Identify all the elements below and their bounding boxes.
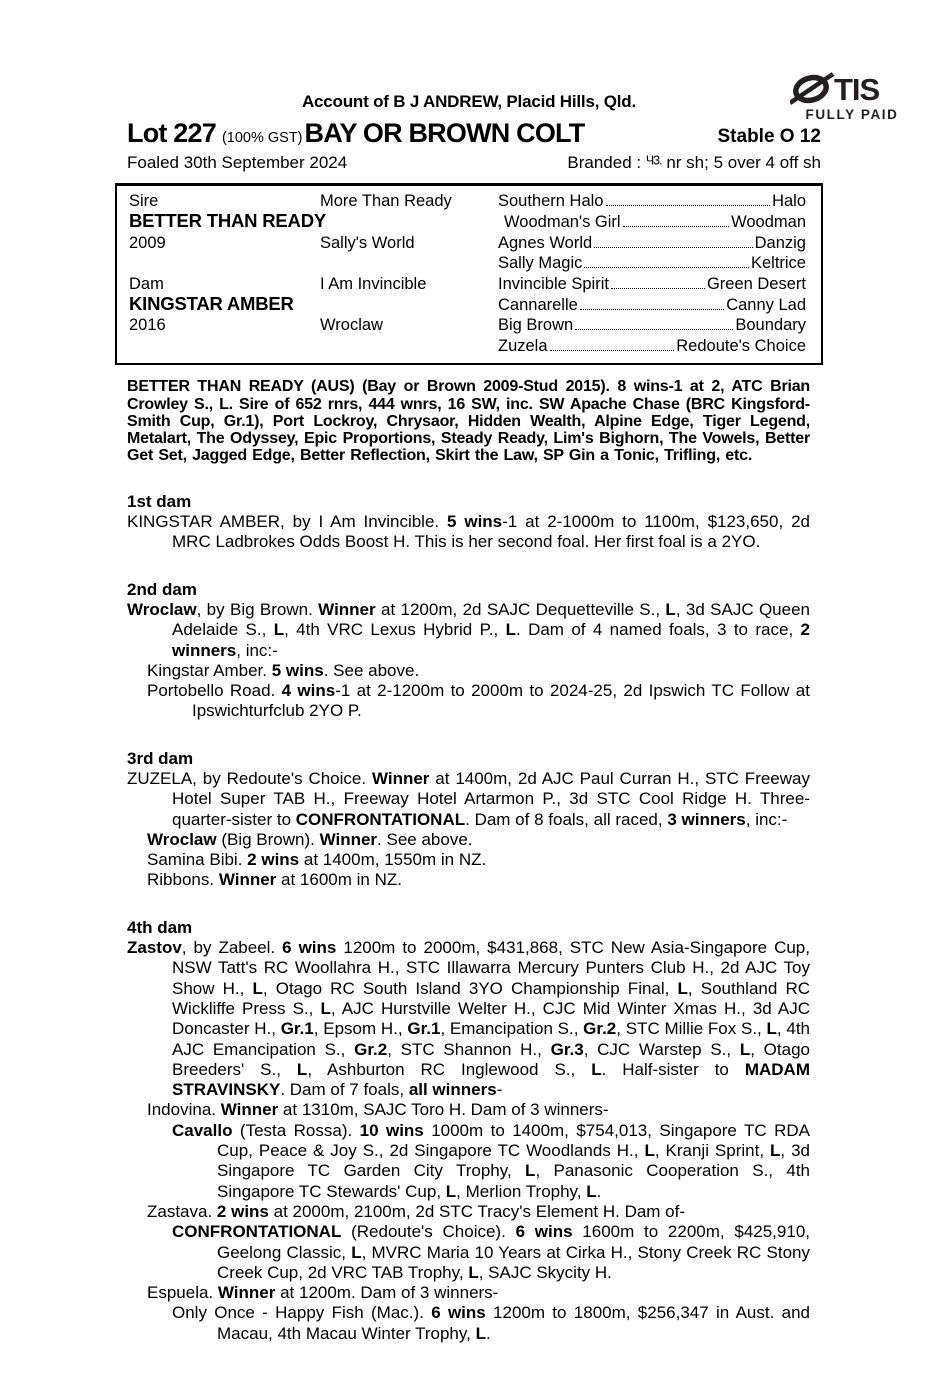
- entry-text: at 1200m, 2d SAJC Dequetteville S.,: [375, 599, 666, 619]
- entry-text: , CJC Warstep S.,: [583, 1039, 740, 1059]
- entry-text: Indovina.: [147, 1100, 221, 1120]
- pedigree-entry: [127, 870, 810, 890]
- entry-bold-text: 2 winners: [172, 620, 811, 660]
- entry-bold-text: L: [770, 1141, 781, 1161]
- foal-brand-row: [115, 153, 823, 173]
- entry-bold-text: L: [644, 1141, 655, 1161]
- pedigree-ancestor-pair: [498, 274, 821, 294]
- entry-bold-text: Gr.2: [583, 1019, 617, 1039]
- entry-text: (Redoute's Choice).: [341, 1222, 516, 1242]
- entry-text: at 1200m. Dam of 3 winners-: [275, 1283, 499, 1303]
- tis-logo: [786, 70, 918, 122]
- entry-bold-text: Gr.1: [280, 1019, 314, 1039]
- entry-text: . See above.: [377, 829, 473, 849]
- section-heading: 2nd dam: [127, 579, 197, 599]
- dotted-leader: [580, 309, 724, 310]
- entry-bold-text: L: [586, 1181, 597, 1201]
- ancestor-sire-name: Green Desert: [706, 274, 806, 293]
- entry-bold-text: 6 wins: [515, 1222, 573, 1242]
- ancestor-name: Zuzela: [498, 336, 548, 355]
- branded-detail: nr sh; 5 over 4 off sh: [661, 153, 821, 172]
- entry-text: 1200m to 1800m, $256,347 in Aust. and Macau, 4th Macau Winter Trophy,: [217, 1303, 810, 1343]
- ancestor-name: Woodman's Girl: [504, 213, 621, 232]
- entry-text: , MVRC Maria 10 Years at Cirka H., Stony Creek RC Stony Creek Cup, 2d VRC TAB Trophy,: [217, 1242, 810, 1282]
- pedigree-entry: [127, 661, 810, 681]
- entry-bold-text: L: [351, 1242, 362, 1262]
- entry-bold-text: Wroclaw: [147, 829, 217, 849]
- entry-bold-text: L: [296, 1059, 308, 1079]
- dotted-leader: [584, 267, 749, 268]
- entry-bold-text: L: [475, 1323, 486, 1343]
- ancestor-name: Invincible Spirit: [498, 274, 609, 293]
- ancestor-sire-name: Canny Lad: [726, 296, 806, 315]
- entry-bold-text: L: [505, 620, 516, 640]
- entry-text: . See above.: [323, 660, 420, 680]
- pedigree-row: [117, 211, 821, 232]
- pedigree-parent: More Than Ready: [320, 192, 452, 210]
- ancestor-sire-name: Keltrice: [750, 254, 806, 273]
- entry-text: Portobello Road.: [147, 681, 282, 701]
- ancestor-name: Agnes World: [498, 233, 593, 252]
- entry-bold-text: CONFRONTATIONAL: [295, 809, 466, 829]
- dam-section: [127, 570, 810, 722]
- pedigree-parent: Wroclaw: [320, 316, 383, 335]
- dotted-leader: [550, 350, 675, 351]
- pedigree-entry: [127, 769, 810, 830]
- entry-text: Ribbons.: [147, 870, 219, 890]
- pedigree-year: 2009: [129, 233, 166, 252]
- pedigree-ancestor-pair: [498, 191, 821, 211]
- entry-text: , 4th VRC Lexus Hybrid P.,: [284, 620, 506, 640]
- pedigree-ancestor-pair: [504, 212, 821, 232]
- pedigree-row: [117, 274, 821, 294]
- entry-bold-text: MADAM STRAVINSKY: [172, 1059, 810, 1100]
- entry-text: at 1600m in NZ.: [276, 870, 402, 890]
- entry-bold-text: 4 wins: [281, 681, 336, 701]
- entry-text: KINGSTAR AMBER, by I Am Invincible.: [127, 512, 448, 532]
- entry-bold-text: Zastov: [127, 938, 182, 958]
- branded-label: Branded :: [567, 153, 646, 172]
- entry-bold-text: Winner: [319, 829, 378, 849]
- dotted-leader: [611, 288, 705, 289]
- entry-text: , Kranji Sprint,: [654, 1141, 771, 1161]
- pedigree-ancestor-pair: [498, 336, 821, 356]
- section-heading: 4th dam: [127, 917, 193, 937]
- entry-bold-text: Wroclaw: [127, 599, 197, 619]
- ancestor-sire-name: Redoute's Choice: [676, 336, 806, 355]
- entry-text: , by Big Brown.: [196, 599, 319, 619]
- page-title: BAY OR BROWN COLT: [304, 118, 585, 148]
- pedigree-entry: [127, 1121, 810, 1202]
- entry-bold-text: all winners: [408, 1080, 497, 1100]
- pedigree-entry: [127, 1303, 810, 1344]
- entry-text: , 3d SAJC Queen Adelaide S.,: [172, 599, 810, 640]
- entry-text: , Otago Breeders' S.,: [172, 1039, 810, 1079]
- entry-text: at 1310m, SAJC Toro H. Dam of 3 winners-: [278, 1100, 609, 1120]
- pedigree-row: [117, 253, 821, 273]
- entry-bold-text: L: [665, 599, 676, 619]
- dam-sections: [127, 482, 810, 1344]
- entry-text: Only Once - Happy Fish (Mac.).: [172, 1303, 432, 1323]
- entry-text: at 1400m, 2d AJC Paul Curran H., STC Freeway Hotel Super TAB H., Freeway Hotel Artarmon P., 3d STC Cool Ridge H. Three-quarter-sister to: [172, 769, 810, 829]
- pedigree-entry: [127, 512, 810, 553]
- pedigree-table: [115, 183, 823, 365]
- pedigree-horse-name: KINGSTAR AMBER: [129, 293, 294, 315]
- dotted-leader: [623, 226, 730, 227]
- dam-section: [127, 908, 810, 1344]
- pedigree-entry: [127, 1100, 810, 1120]
- entry-bold-text: Winner: [371, 769, 430, 788]
- account-line: Account of B J ANDREW, Placid Hills, Qld.: [301, 92, 637, 111]
- entry-bold-text: 5 wins: [447, 512, 503, 532]
- entry-bold-text: 5 wins: [271, 660, 324, 680]
- entry-bold-text: Gr.3: [550, 1039, 584, 1059]
- tis-logo-icon: [790, 70, 914, 106]
- entry-bold-text: L: [273, 620, 285, 640]
- pedigree-ancestor-pair: [498, 253, 821, 273]
- entry-bold-text: L: [320, 998, 331, 1018]
- entry-bold-text: 6 wins: [431, 1303, 486, 1323]
- entry-bold-text: Gr.1: [407, 1019, 441, 1039]
- section-heading: 3rd dam: [127, 748, 194, 768]
- entry-text: at 1400m, 1550m in NZ.: [299, 850, 487, 870]
- pedigree-ancestor-pair: [498, 233, 821, 253]
- gst-note: (100% GST): [221, 130, 303, 146]
- dam-section: [127, 482, 810, 553]
- entry-text: , STC Shannon H.,: [387, 1039, 551, 1059]
- entry-text: 1200m to 2000m, $431,868, STC New Asia-Singapore Cup, NSW Tatt's RC Woollahra H., STC Illawarra Mercury Punters Club H., 2d AJC Toy Show H.,: [172, 938, 810, 998]
- sire-summary: BETTER THAN READY (AUS) (Bay or Brown 2009-Stud 2015). 8 wins-1 at 2, ATC Brian Crowley S., L. Sire of 652 rnrs, 444 wnrs, 16 SW, inc. SW Apache Chase (BRC Kingsford-Smith Cup, Gr.1), Port Lockroy, Chrysaor, Hidden Wealth, Alpine Edge, Tiger Legend, Metalart, The Odyssey, Epic Proportions, Steady Ready, Lim's Bighorn, The Vowels, Better Get Set, Jagged Edge, Better Reflection, Skirt the Law, SP Gin a Tonic, Trifling, etc.: [127, 378, 810, 465]
- entry-bold-text: L: [445, 1181, 457, 1201]
- lot-number: Lot 227: [127, 118, 216, 148]
- entry-text: -: [496, 1080, 503, 1100]
- entry-bold-text: L: [766, 1019, 777, 1039]
- entry-text: , Ashburton RC Inglewood S.,: [307, 1059, 592, 1079]
- entry-text: -1 at 2-1200m to 2000m to 2024-25, 2d Ipswich TC Follow at Ipswichturfclub 2YO P.: [192, 681, 810, 721]
- entry-text: , Emancipation S.,: [440, 1019, 584, 1039]
- entry-text: , 3d Singapore TC Garden City Trophy,: [217, 1141, 811, 1181]
- entry-text: ZUZELA, by Redoute's Choice.: [127, 769, 372, 788]
- pedigree-entry: [127, 1283, 810, 1303]
- entry-bold-text: L: [591, 1059, 602, 1079]
- ancestor-sire-name: Woodman: [731, 213, 806, 232]
- entry-text: , Epsom H.,: [313, 1019, 408, 1039]
- ancestor-sire-name: Danzig: [754, 233, 806, 252]
- entry-text: . Half-sister to: [601, 1059, 745, 1079]
- entry-text: (Big Brown).: [216, 829, 320, 849]
- entry-bold-text: L: [739, 1039, 751, 1059]
- ancestor-name: Cannarelle: [498, 296, 578, 315]
- brand-symbol: Ч3.: [645, 153, 662, 168]
- ancestor-sire-name: Halo: [772, 192, 806, 210]
- pedigree-role-label: Dam: [129, 274, 164, 293]
- dotted-leader: [575, 329, 733, 330]
- section-heading: 1st dam: [127, 491, 192, 511]
- pedigree-horse-name: BETTER THAN READY: [129, 210, 327, 232]
- branded-info: [567, 153, 821, 173]
- entry-bold-text: Cavallo: [172, 1120, 233, 1140]
- entry-bold-text: L: [252, 978, 263, 998]
- entry-bold-text: 2 wins: [216, 1201, 269, 1221]
- pedigree-row: [117, 336, 821, 356]
- ancestor-name: Sally Magic: [498, 254, 583, 273]
- pedigree-parent: Sally's World: [320, 233, 415, 252]
- entry-text: , inc:-: [745, 809, 788, 829]
- entry-text: , Otago RC South Island 3YO Championship Final,: [262, 978, 678, 998]
- entry-text: , SAJC Skycity H.: [478, 1262, 612, 1282]
- entry-text: , 4th AJC Emancipation S.,: [172, 1019, 810, 1059]
- entry-text: 1000m to 1400m, $754,013, Singapore TC RDA Cup, Peace & Joy S., 2d Singapore TC Woodlands H.,: [217, 1120, 810, 1161]
- pedigree-entry: [127, 1222, 810, 1283]
- entry-bold-text: Winner: [318, 599, 376, 619]
- dotted-leader: [594, 247, 752, 248]
- entry-text: , Panasonic Cooperation S., 4th Singapore TC Stewards' Cup,: [217, 1161, 811, 1201]
- entry-bold-text: L: [468, 1262, 479, 1282]
- entry-text: . Dam of 7 foals,: [280, 1080, 409, 1100]
- entry-bold-text: 2 wins: [247, 850, 300, 870]
- entry-bold-text: 10 wins: [359, 1120, 424, 1140]
- entry-bold-text: Winner: [218, 870, 277, 890]
- entry-text: , inc:-: [236, 640, 278, 660]
- pedigree-ancestor-pair: [498, 295, 821, 315]
- dotted-leader: [606, 205, 771, 206]
- entry-text: , Merlion Trophy,: [456, 1181, 587, 1201]
- entry-text: , STC Millie Fox S.,: [616, 1019, 767, 1039]
- entry-bold-text: 6 wins: [282, 938, 337, 958]
- dam-section: [127, 739, 810, 891]
- pedigree-row: [117, 294, 821, 315]
- entry-text: . Dam of 8 foals, all raced,: [465, 809, 668, 829]
- entry-text: . Dam of 4 named foals, 3 to race,: [515, 620, 801, 640]
- pedigree-row: [117, 233, 821, 253]
- entry-bold-text: Winner: [217, 1283, 276, 1303]
- pedigree-entry: [127, 1202, 810, 1222]
- pedigree-parent: I Am Invincible: [320, 274, 427, 293]
- entry-text: .: [596, 1181, 602, 1201]
- entry-text: , Southland RC Wickliffe Press S.,: [172, 978, 810, 1018]
- pedigree-ancestor-pair: [498, 315, 821, 335]
- entry-text: Espuela.: [147, 1283, 218, 1303]
- pedigree-entry: [127, 830, 810, 850]
- entry-text: , by Zabeel.: [181, 938, 283, 958]
- entry-bold-text: 3 winners: [667, 809, 746, 829]
- pedigree-entry: [127, 850, 810, 870]
- entry-bold-text: Gr.2: [354, 1039, 388, 1059]
- svg-text:TIS: TIS: [834, 72, 880, 106]
- pedigree-row: [117, 191, 821, 211]
- entry-text: , AJC Hurstville Welter H., CJC Mid Winter Xmas H., 3d AJC Doncaster H.,: [172, 998, 810, 1039]
- pedigree-entry: [127, 681, 810, 722]
- pedigree-year: 2016: [129, 316, 166, 335]
- entry-text: Samina Bibi.: [147, 850, 248, 870]
- fully-paid-label: FULLY PAID: [805, 107, 899, 122]
- pedigree-entry: [127, 938, 810, 1100]
- pedigree-role-label: Sire: [129, 192, 159, 210]
- entry-text: -1 at 2-1000m to 1100m, $123,650, 2d MRC Ladbrokes Odds Boost H. This is her second foal. Her first foal is a 2YO.: [172, 512, 810, 552]
- entry-text: (Testa Rossa).: [232, 1120, 360, 1140]
- entry-text: .: [485, 1323, 491, 1343]
- pedigree-row: [117, 315, 821, 335]
- entry-bold-text: L: [677, 978, 688, 998]
- ancestor-name: Big Brown: [498, 316, 574, 335]
- lot-title-row: [115, 118, 823, 149]
- entry-text: Kingstar Amber.: [147, 660, 272, 680]
- stable-number: Stable O 12: [717, 126, 821, 147]
- foaled-date: Foaled 30th September 2024: [127, 153, 348, 172]
- ancestor-sire-name: Boundary: [735, 316, 806, 335]
- entry-bold-text: L: [525, 1161, 536, 1181]
- pedigree-entry: [127, 600, 810, 661]
- entry-bold-text: Winner: [220, 1100, 279, 1120]
- entry-text: at 2000m, 2100m, 2d STC Tracy's Element H. Dam of-: [268, 1201, 686, 1221]
- entry-text: Zastava.: [147, 1201, 217, 1221]
- entry-text: 1600m to 2200m, $425,910, Geelong Classic,: [217, 1222, 810, 1262]
- ancestor-name: Southern Halo: [498, 192, 604, 210]
- entry-bold-text: CONFRONTATIONAL: [172, 1222, 342, 1242]
